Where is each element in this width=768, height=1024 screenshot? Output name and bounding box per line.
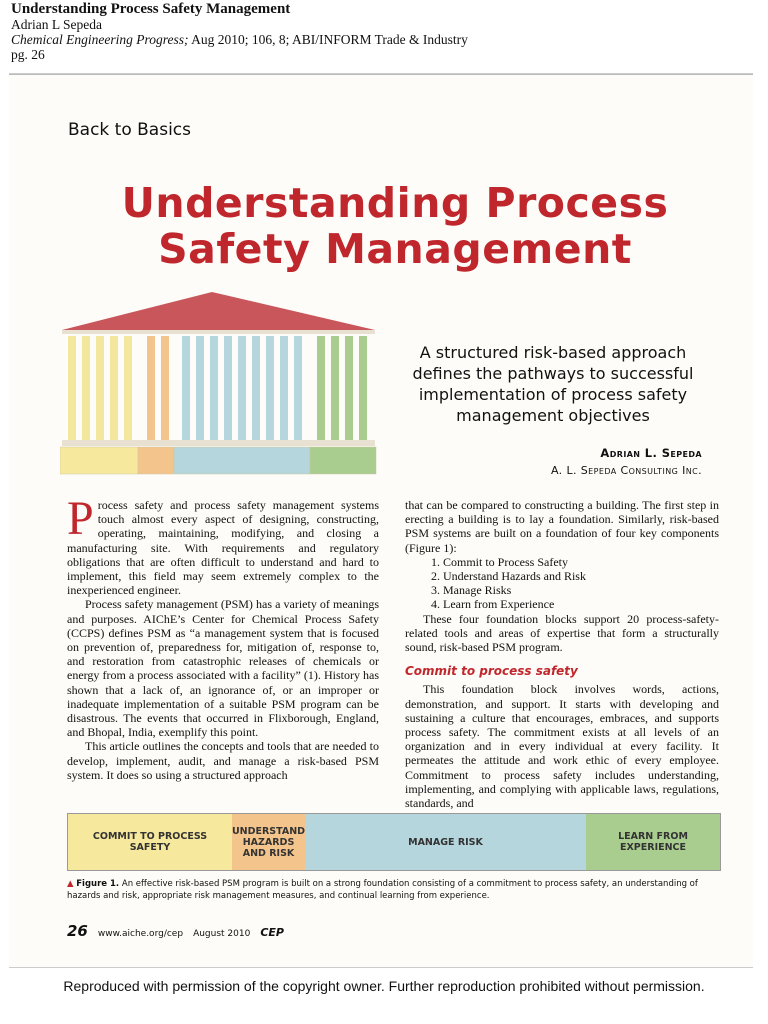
copyright-footer: Reproduced with permission of the copyright owner. Further reproduction prohibited without permission. bbox=[63, 978, 705, 994]
folio-magazine: CEP bbox=[260, 926, 284, 939]
folio-date: August 2010 bbox=[193, 929, 251, 939]
list-item: 1. Commit to Process Safety bbox=[431, 554, 568, 569]
drop-cap: P bbox=[67, 492, 94, 545]
text-column-right bbox=[405, 498, 719, 810]
temple-foundation bbox=[60, 447, 376, 474]
paragraph-intro bbox=[67, 492, 379, 598]
article-title-line-1: Understanding Process bbox=[121, 179, 669, 227]
temple-roof bbox=[62, 292, 375, 330]
citation-page: pg. 26 bbox=[11, 47, 45, 62]
citation-issue: Aug 2010; 106, 8; ABI/INFORM Trade & Industry bbox=[191, 32, 468, 47]
paragraph-psm-definition: Process safety management (PSM) has a variety of meanings and purposes. AIChE’s Center for Chemical Process Safety (CCPS) defines PSM as “a management system that is focused on prevention of, preparedness for, mitigation of, response to, and restoration from catastrophic releases of chemicals or energy from a process associated with a facility” (1). History has shown that a lack of, an ignorance of, or an improper or inadequate implementation of a suitable PSM program can be disastrous. The events that occurred in Flixborough, England, and Bhopal, India, exemplify this point. bbox=[67, 597, 379, 740]
component-list bbox=[405, 555, 719, 612]
text-column-left bbox=[67, 492, 379, 782]
paragraph-outline: This article outlines the concepts and tools that are needed to develop, implement, audit, and manage a risk-based PSM system. It does so using a structured approach bbox=[67, 739, 379, 782]
citation-journal: Chemical Engineering Progress; bbox=[11, 32, 189, 47]
temple-illustration bbox=[60, 290, 378, 476]
segment-understand: UNDERSTAND HAZARDS AND RISK bbox=[232, 814, 305, 870]
temple-columns bbox=[68, 336, 367, 440]
temple-architrave bbox=[62, 330, 375, 334]
page-number: 26 bbox=[67, 922, 88, 940]
author-name: Adrian L. Sepeda bbox=[600, 446, 702, 460]
paragraph-intro-text: rocess safety and process safety management systems touch almost every aspect of designing, constructing, operating, maintaining, modifying, and closing a manufacturing site. With requirements and regulatory obligations that are often difficult to understand and hard to implement, this field may seem extremely complex to the inexperienced engineer. bbox=[67, 498, 379, 598]
byline bbox=[551, 445, 702, 479]
section-kicker: Back to Basics bbox=[68, 120, 192, 140]
paragraph-commitment: This foundation block involves words, actions, demonstration, and support. It starts with developing and sustaining a culture that encourages, embraces, and supports process safety. The commitment exists at all levels of an organization and in every individual at every facility. It permeates the attitude and work ethic of every employee. Commitment to process safety includes understanding, implementing, and complying with applicable laws, regulations, standards, and bbox=[405, 682, 719, 811]
temple-stylobate bbox=[62, 440, 375, 446]
article-title bbox=[80, 180, 710, 272]
citation-source bbox=[11, 32, 751, 47]
segment-commit: COMMIT TO PROCESS SAFETY bbox=[68, 814, 232, 870]
citation-author: Adrian L Sepeda bbox=[11, 17, 102, 32]
article-title-line-2: Safety Management bbox=[158, 225, 632, 273]
article-deck: A structured risk-based approach defines the pathways to successful implementation of process safety management objectives bbox=[412, 343, 694, 425]
author-affiliation: A. L. Sepeda Consulting Inc. bbox=[550, 464, 702, 477]
paragraph-foundation-blocks: These four foundation blocks support 20 process-safety-related tools and areas of expertise that form a structurally sound, risk-based PSM program. bbox=[405, 611, 719, 655]
citation-title: Understanding Process Safety Management bbox=[11, 1, 291, 17]
caption-text: An effective risk-based PSM program is built on a strong foundation consisting of a commitment to process safety, an understanding of hazards and risk, appropriate risk management measures, and continual learning from experience. bbox=[67, 879, 698, 901]
caption-label: Figure 1. bbox=[76, 879, 120, 889]
list-item: 4. Learn from Experience bbox=[431, 597, 555, 612]
folio-url: www.aiche.org/cep bbox=[97, 929, 184, 939]
paragraph-foundation: that can be compared to constructing a building. The first step in erecting a building is to lay a foundation. Similarly, risk-based PSM systems are built on a foundation of four key components (Figure 1): bbox=[405, 498, 719, 555]
list-item: 3. Manage Risks bbox=[431, 583, 512, 598]
figure-1-foundation-bar bbox=[67, 813, 721, 871]
caption-triangle-icon: ▲ bbox=[67, 879, 74, 889]
segment-manage: MANAGE RISK bbox=[305, 814, 586, 870]
page-folio bbox=[67, 922, 284, 940]
subheading-commit: Commit to process safety bbox=[405, 664, 578, 679]
list-item: 2. Understand Hazards and Risk bbox=[431, 569, 586, 584]
figure-caption bbox=[67, 878, 723, 902]
citation-header bbox=[11, 2, 751, 62]
segment-learn: LEARN FROM EXPERIENCE bbox=[586, 814, 720, 870]
